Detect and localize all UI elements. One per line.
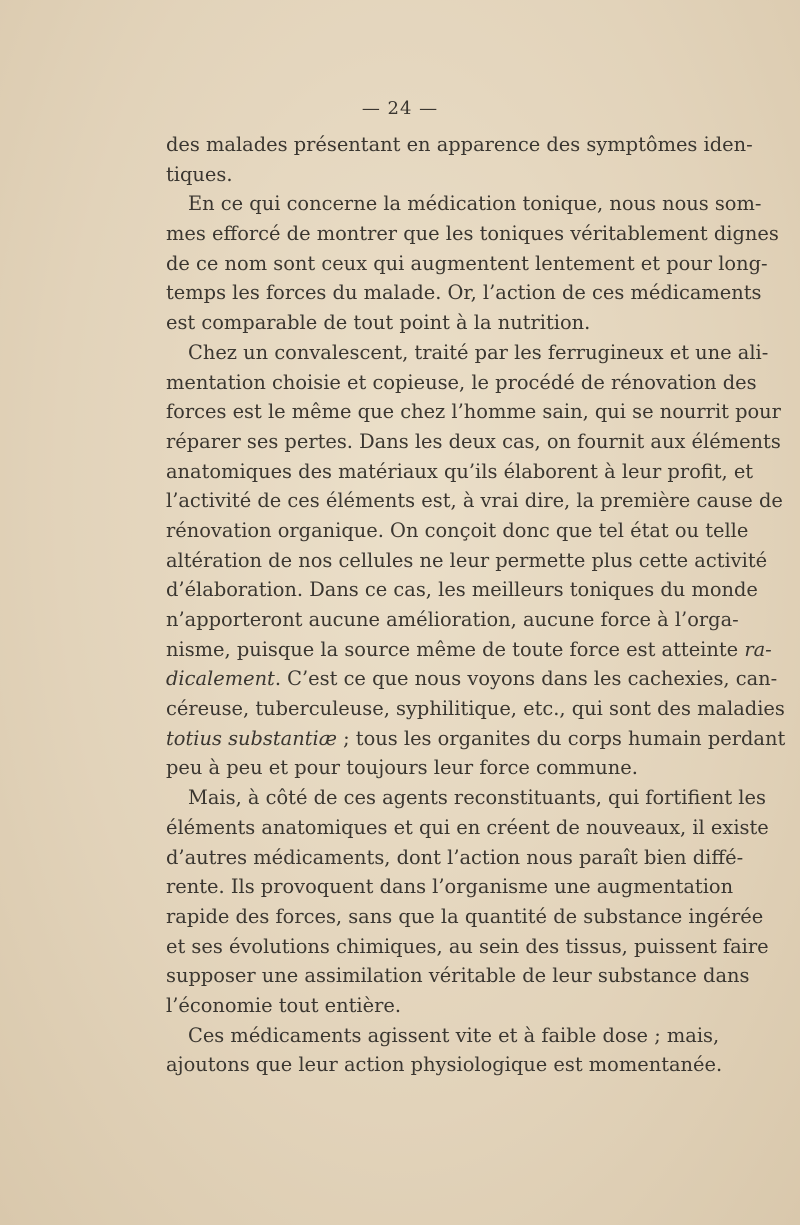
text-line [166,635,772,665]
text-line: éléments anatomiques et qui en créent de nouveaux, il existe [166,815,769,839]
text-line: réparer ses pertes. Dans les deux cas, on fournit aux éléments [166,429,781,453]
text-line: En ce qui concerne la médication tonique, nous nous som- [188,192,762,216]
text-line: mes efforcé de montrer que les toniques véritablement dignes [166,222,779,246]
text-line: forces est le même que chez l’homme sain, qui se nourrit pour [166,400,781,424]
text-line: d’élaboration. Dans ce cas, les meilleurs toniques du monde [166,578,758,602]
text-line: et ses évolutions chimiques, au sein des tissus, puissent faire [166,934,769,958]
text-line: des malades présentant en apparence des symptômes iden- [166,133,753,156]
text-line: rente. Ils provoquent dans l’organisme une augmentation [166,875,734,899]
text-line: de ce nom sont ceux qui augmentent lentement et pour long- [166,251,768,275]
text-line: peu à peu et pour toujours leur force commune. [166,756,638,780]
text-line: temps les forces du malade. Or, l’action de ces médicaments [166,281,762,305]
italic-text: ra- [744,637,772,661]
page-number: — 24 — [361,98,439,119]
text-line: altération de nos cellules ne leur permette plus cette activité [166,548,768,572]
text-line: rénovation organique. On conçoit donc que tel état ou telle [166,518,749,542]
text-line [166,664,778,694]
body-text [166,130,786,1080]
italic-text: dicalement [166,667,275,691]
text-line: d’autres médicaments, dont l’action nous paraît bien diffé- [166,845,744,869]
text-line: céreuse, tuberculeuse, syphilitique, etc., qui sont des maladies [166,697,785,721]
text-line: tiques. [166,162,233,186]
text-line: anatomiques des matériaux qu’ils élaborent à leur profit, et [166,459,754,483]
text-span: ; tous les organites du corps humain perdant [336,726,786,750]
text-line: rapide des forces, sans que la quantité de substance ingérée [166,904,764,928]
text-line: mentation choisie et copieuse, le procédé de rénovation des [166,370,757,394]
text-line: ajoutons que leur action physiologique est momentanée. [166,1053,723,1077]
text-line: Chez un convalescent, traité par les ferrugineux et une ali- [188,340,769,364]
text-line: l’activité de ces éléments est, à vrai dire, la première cause de [166,489,783,513]
text-line: Ces médicaments agissent vite et à faible dose ; mais, [188,1023,720,1047]
text-line: l’économie tout entière. [166,993,402,1017]
text-line [166,724,786,754]
text-line: est comparable de tout point à la nutrition. [166,311,591,335]
text-line: supposer une assimilation véritable de leur substance dans [166,964,750,988]
text-span: nisme, puisque la source même de toute force est atteinte [166,637,745,661]
italic-text: totius substantiæ [166,726,337,750]
text-line: n’apporteront aucune amélioration, aucune force à l’orga- [166,608,739,631]
text-line: Mais, à côté de ces agents reconstituants, qui fortifient les [188,786,766,810]
text-span: . C’est ce que nous voyons dans les cachexies, can- [274,667,778,691]
